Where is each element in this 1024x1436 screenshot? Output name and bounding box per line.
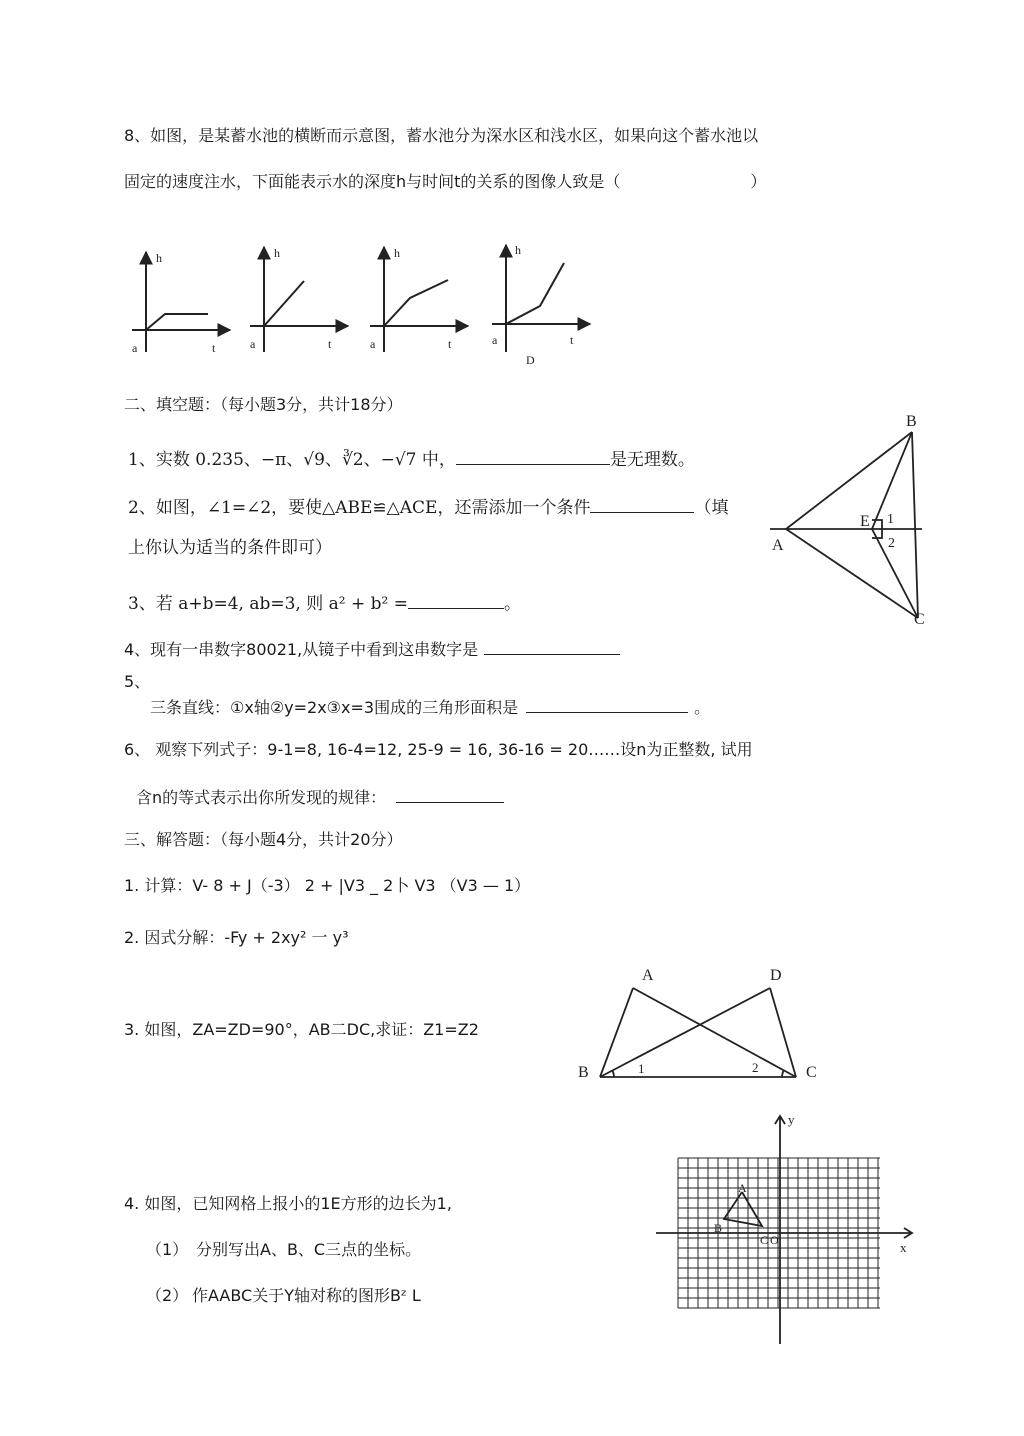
s2-q2-blank[interactable] xyxy=(590,496,694,513)
label-a: A xyxy=(738,1181,747,1195)
s3-q3: 3. 如图，ZA=ZD=90°，AB二DC,求证：Z1=Z2 xyxy=(124,1020,479,1039)
s2-q2-text: 2、如图，∠1=∠2，要使△ABE≌△ACE，还需添加一个条件 xyxy=(128,498,591,518)
graph-d-h-label: h xyxy=(515,243,521,257)
label-x-axis: x xyxy=(900,1240,907,1255)
graph-a-h-label: h xyxy=(156,251,162,265)
figure-triangle-abe-ace xyxy=(760,410,930,630)
s2-q2-end: （填 xyxy=(694,498,729,518)
graph-c-origin-label: a xyxy=(370,337,376,351)
q8-line-2-close: ） xyxy=(750,172,767,191)
s2-q4-blank[interactable] xyxy=(484,638,620,655)
label-c: C xyxy=(914,611,925,628)
label-b: B xyxy=(906,413,917,430)
q8-line-2-text: 固定的速度注水，下面能表示水的深度h与时间t的关系的图像人致是（ xyxy=(124,172,621,191)
s2-q6-blank[interactable] xyxy=(396,786,504,803)
graph-c-h-label: h xyxy=(394,246,400,260)
graph-b-t-label: t xyxy=(328,337,332,351)
graph-c-t-label: t xyxy=(448,337,452,351)
s2-q1-blank[interactable] xyxy=(456,448,610,465)
graph-d xyxy=(492,245,590,352)
s2-q2-line2: 上你认为适当的条件即可） xyxy=(128,538,332,558)
label-o: O xyxy=(770,1233,779,1247)
s2-q3-blank[interactable] xyxy=(408,592,504,609)
label-angle-2: 2 xyxy=(888,536,895,551)
s3-q4-sub1-number: （1） xyxy=(146,1240,189,1259)
s3-q2: 2. 因式分解：-Fy + 2xy² 一 y³ xyxy=(124,928,349,947)
s2-q6-line-2 xyxy=(136,786,504,808)
s2-q5-text: 三条直线：①x轴②y=2x③x=3围成的三角形面积是 xyxy=(150,698,519,717)
label-a: A xyxy=(772,537,784,554)
s2-q5-blank[interactable] xyxy=(526,696,688,713)
graph-a-t-label: t xyxy=(212,341,216,355)
label-c: C xyxy=(806,1064,817,1081)
q8-line-1: 8、如图，是某蓄水池的横断而示意图，蓄水池分为深水区和浅水区，如果向这个蓄水池以 xyxy=(124,126,759,145)
s3-q4-sub1: 分别写出A、B、C三点的坐标。 xyxy=(196,1240,422,1259)
s2-q4 xyxy=(124,638,620,660)
s2-q5 xyxy=(150,696,710,718)
section2-heading: 二、填空题：（每小题3分，共计18分） xyxy=(124,395,403,414)
label-angle-1: 1 xyxy=(638,1061,645,1076)
label-angle-2: 2 xyxy=(752,1060,759,1075)
s2-q6-text: 含n的等式表示出你所发现的规律： xyxy=(136,788,387,807)
figure-crossed-triangles xyxy=(570,960,830,1090)
label-c: C xyxy=(760,1233,769,1247)
s2-q1-text: 1、实数 0.235、−π、√9、∛2、−√7 中， xyxy=(128,450,456,470)
figure-coordinate-grid xyxy=(650,1110,920,1350)
label-b: B xyxy=(578,1064,589,1081)
s2-q5-end: 。 xyxy=(694,698,711,717)
s2-q4-text: 4、现有一串数字80021,从镜子中看到这串数字是 xyxy=(124,640,479,659)
graph-d-t-label: t xyxy=(570,333,574,347)
s3-q4-line-1: 4. 如图，已知网格上报小的1E方形的边长为1, xyxy=(124,1194,452,1213)
s2-q6-line-1: 6、 观察下列式子：9-1=8, 16-4=12, 25-9 = 16, 36-16 = 20……设n为正整数, 试用 xyxy=(124,740,753,759)
graph-b-h-label: h xyxy=(274,246,280,260)
s3-q4-sub2: 作AABC关于Y轴对称的图形Bᶻ L xyxy=(192,1286,421,1305)
graph-d-origin-label: a xyxy=(492,333,498,347)
s2-q3 xyxy=(128,592,521,614)
q8-choice-graphs xyxy=(0,0,1024,380)
label-y-axis: y xyxy=(788,1112,795,1127)
graph-a-origin-label: a xyxy=(132,341,138,355)
graph-b-origin-label: a xyxy=(250,337,256,351)
s2-q2 xyxy=(128,496,728,518)
label-a: A xyxy=(642,967,654,984)
label-d: D xyxy=(770,967,782,984)
s2-q1 xyxy=(128,448,695,470)
s3-q4-sub2-number: （2） xyxy=(146,1286,189,1305)
s3-q1: 1. 计算：V- 8 + J（-3） 2 + |V3 _ 2卜 V3 （V3 — 1） xyxy=(124,876,531,895)
graph-d-choice-label: D xyxy=(526,353,535,367)
graph-c xyxy=(370,247,468,352)
graph-a xyxy=(132,252,230,352)
s2-q5-number: 5、 xyxy=(124,672,151,691)
s2-q3-text: 3、若 a+b=4, ab=3, 则 a² + b² = xyxy=(128,594,408,614)
s2-q3-end: 。 xyxy=(504,594,521,614)
graph-b xyxy=(250,247,348,352)
label-b: B xyxy=(714,1221,723,1235)
label-angle-1: 1 xyxy=(887,512,894,527)
section3-heading: 三、解答题：（每小题4分，共计20分） xyxy=(124,830,403,849)
label-e: E xyxy=(860,513,870,530)
s2-q1-end: 是无理数。 xyxy=(609,450,695,470)
